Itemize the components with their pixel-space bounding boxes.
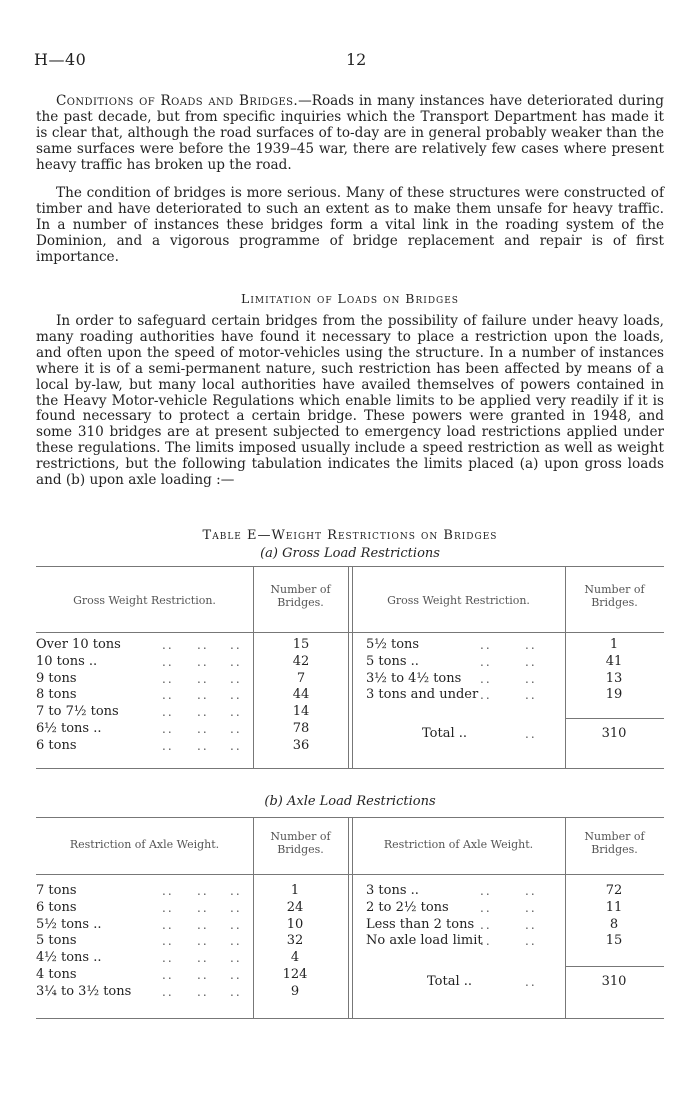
- leader-dots: ..: [230, 984, 242, 999]
- table-row-label: 2 to 2½ tons: [366, 899, 449, 915]
- table-rule: [36, 874, 664, 875]
- table-row-count: 124: [282, 967, 308, 982]
- table-row-count: 14: [292, 704, 310, 720]
- table-row-count: 24: [286, 899, 304, 915]
- axle-total-value: 310: [601, 974, 627, 989]
- table-rule: [36, 566, 664, 567]
- leader-dots: ..: [197, 968, 209, 982]
- leader-dots: ..: [525, 884, 537, 898]
- table-row-label: 6½ tons ..: [36, 721, 102, 736]
- leader-dots: ..: [162, 738, 174, 753]
- leader-dots: ..: [162, 671, 174, 686]
- leader-dots: ..: [525, 654, 537, 669]
- conditions-paragraph: [36, 94, 664, 174]
- leader-dots: ..: [162, 654, 174, 669]
- total-rule: [565, 718, 664, 719]
- leader-dots: ..: [480, 884, 492, 898]
- table-row-count: 72: [605, 883, 623, 898]
- table-row-count: 1: [290, 883, 300, 898]
- table-row-count: 44: [292, 687, 310, 703]
- leader-dots: ..: [230, 705, 242, 720]
- conditions-lead: Conditions of Roads and Bridges.: [56, 93, 299, 109]
- axle-col-restriction: Restriction of Axle Weight.: [69, 838, 220, 851]
- table-row-count: 78: [292, 721, 310, 736]
- table-row-label: 5½ tons ..: [36, 916, 102, 932]
- axle-subtitle: (b) Axle Load Restrictions: [264, 794, 436, 809]
- page-number: 12: [346, 50, 367, 69]
- table-row-label: Less than 2 tons: [366, 916, 475, 932]
- limitation-text: In order to safeguard certain bridges from the possibility of failure under heavy loads, many roading authorities have found it necessary to place a restriction upon the loads, and often upon the speed of motor-vehicles using the structure. In a number of instances where it is of a semi-permanent nature, such restriction has been affected by means of a local by-law, but many local authorities have availed themselves of powers contained in the Heavy Motor-vehicle Regulations which enable limits to be applied very readily if it is found necessary to protect a certain bridge. These powers were granted in 1948, and some 310 bridges are at present subjected to emergency load restrictions applied under these regulations. The limits imposed usually include a speed restriction as well as weight restrictions, but the following tabulation indicates the limits placed (a) upon gross loads and (b) upon axle loading :—: [36, 313, 664, 489]
- leader-dots: ..: [197, 671, 209, 686]
- table-row-label: 5½ tons: [366, 637, 420, 652]
- table-row-count: 7: [296, 670, 306, 686]
- table-title: Table E—Weight Restrictions on Bridges: [202, 528, 498, 543]
- leader-dots: ..: [162, 688, 174, 703]
- gross-total-label: Total ..: [422, 726, 468, 741]
- limitation-paragraph: [36, 314, 664, 489]
- table-row-label: No axle load limit: [366, 933, 483, 949]
- leader-dots: ..: [480, 671, 492, 686]
- leader-dots: ..: [162, 722, 174, 736]
- gross-col-restriction: Gross Weight Restriction.: [73, 594, 216, 607]
- axle-total-label: Total ..: [427, 974, 473, 989]
- leader-dots: ..: [525, 934, 537, 949]
- leader-dots: ..: [197, 722, 209, 736]
- axle-col-number: Number of Bridges.: [270, 830, 331, 856]
- table-row-label: 9 tons: [36, 670, 77, 686]
- leader-dots: ..: [230, 968, 242, 982]
- table-row-count: 19: [605, 687, 623, 703]
- table-row-label: 6 tons: [36, 899, 77, 915]
- leader-dots: ..: [480, 917, 492, 932]
- table-row-count: 8: [609, 916, 619, 932]
- leader-dots: ..: [197, 884, 209, 898]
- axle-col-restriction-right: Restriction of Axle Weight.: [383, 838, 534, 851]
- table-row-label: 3½ to 4½ tons: [366, 670, 462, 686]
- bridges-paragraph: [36, 186, 664, 266]
- table-row-label: 5 tons ..: [366, 653, 419, 669]
- table-rule: [36, 1018, 664, 1019]
- table-row-count: 15: [292, 637, 310, 652]
- table-row-label: 7 to 7½ tons: [36, 704, 119, 720]
- table-row-label: 4½ tons ..: [36, 950, 102, 966]
- table-row-label: 3¼ to 3½ tons: [36, 983, 132, 999]
- leader-dots: ..: [525, 688, 537, 703]
- leader-dots: ..: [230, 934, 242, 949]
- leader-dots: ..: [230, 671, 242, 686]
- table-row-label: 3 tons ..: [366, 883, 419, 898]
- table-rule: [36, 768, 664, 769]
- leader-dots: ..: [162, 968, 174, 982]
- leader-dots: ..: [197, 738, 209, 753]
- table-row-count: 13: [605, 670, 623, 686]
- leader-dots: ..: [230, 951, 242, 966]
- leader-dots: ..: [197, 705, 209, 720]
- limitation-heading: Limitation of Loads on Bridges: [241, 291, 459, 306]
- leader-dots: ..: [525, 638, 537, 652]
- gross-col-number-right: Number of Bridges.: [584, 583, 645, 609]
- leader-dots: ..: [230, 722, 242, 736]
- report-code: H—40: [34, 50, 87, 69]
- table-row-count: 9: [290, 983, 300, 999]
- table-row-count: 1: [609, 637, 619, 652]
- leader-dots: ..: [197, 654, 209, 669]
- leader-dots: ..: [480, 900, 492, 915]
- leader-dots: ..: [230, 638, 242, 652]
- leader-dots: ..: [525, 917, 537, 932]
- table-row-count: 36: [292, 737, 310, 753]
- leader-dots: ..: [197, 917, 209, 932]
- leader-dots: ..: [480, 934, 492, 949]
- table-row-count: 42: [292, 653, 310, 669]
- table-row-count: 32: [286, 933, 304, 949]
- table-row-count: 15: [605, 933, 623, 949]
- leader-dots: ..: [162, 917, 174, 932]
- gross-col-restriction-right: Gross Weight Restriction.: [387, 594, 530, 607]
- table-row-count: 10: [286, 916, 304, 932]
- leader-dots: ..: [230, 900, 242, 915]
- table-rule: [36, 632, 664, 633]
- leader-dots: ..: [480, 654, 492, 669]
- table-row-label: 6 tons: [36, 737, 77, 753]
- leader-dots: ..: [525, 975, 537, 989]
- leader-dots: ..: [230, 738, 242, 753]
- leader-dots: ..: [197, 638, 209, 652]
- leader-dots: ..: [525, 671, 537, 686]
- conditions-text: —Roads in many instances have deteriorated during the past decade, but from specific inquiries which the Transport Department has made it is clear that, although the road surfaces of to-day are in general probably weaker than the same surfaces were before the 1939–45 war, there are relatively few cases where present heavy traffic has broken up the road.: [36, 93, 664, 173]
- table-rule: [36, 817, 664, 818]
- gross-total-value: 310: [601, 726, 627, 741]
- leader-dots: ..: [162, 638, 174, 652]
- leader-dots: ..: [197, 688, 209, 703]
- column-divider: [348, 566, 349, 768]
- leader-dots: ..: [230, 688, 242, 703]
- leader-dots: ..: [197, 951, 209, 966]
- leader-dots: ..: [525, 900, 537, 915]
- table-row-label: 10 tons ..: [36, 653, 98, 669]
- axle-col-number-right: Number of Bridges.: [584, 830, 645, 856]
- leader-dots: ..: [197, 934, 209, 949]
- leader-dots: ..: [480, 688, 492, 703]
- gross-col-number: Number of Bridges.: [270, 583, 331, 609]
- table-row-label: 5 tons: [36, 933, 77, 949]
- leader-dots: ..: [162, 884, 174, 898]
- leader-dots: ..: [230, 884, 242, 898]
- column-divider: [348, 817, 349, 1018]
- table-row-label: 8 tons: [36, 687, 77, 703]
- leader-dots: ..: [480, 638, 492, 652]
- table-row-label: 7 tons: [36, 883, 77, 898]
- leader-dots: ..: [197, 900, 209, 915]
- gross-subtitle: (a) Gross Load Restrictions: [260, 546, 440, 561]
- leader-dots: ..: [162, 934, 174, 949]
- leader-dots: ..: [162, 705, 174, 720]
- leader-dots: ..: [525, 727, 537, 741]
- table-row-count: 11: [605, 899, 623, 915]
- table-row-count: 41: [605, 653, 623, 669]
- leader-dots: ..: [162, 984, 174, 999]
- total-rule: [565, 966, 664, 967]
- leader-dots: ..: [230, 654, 242, 669]
- leader-dots: ..: [197, 984, 209, 999]
- leader-dots: ..: [230, 917, 242, 932]
- table-row-label: Over 10 tons: [36, 637, 121, 652]
- leader-dots: ..: [162, 900, 174, 915]
- table-row-label: 3 tons and under: [366, 687, 479, 703]
- leader-dots: ..: [162, 951, 174, 966]
- table-row-count: 4: [290, 950, 300, 966]
- bridges-text: The condition of bridges is more serious. Many of these structures were constructed of timber and have deteriorated to such an extent as to make them unsafe for heavy traffic. In a number of instances these bridges form a vital link in the roading system of the Dominion, and a vigorous programme of bridge replacement and repair is of first importance.: [36, 185, 664, 265]
- table-row-label: 4 tons: [36, 967, 77, 982]
